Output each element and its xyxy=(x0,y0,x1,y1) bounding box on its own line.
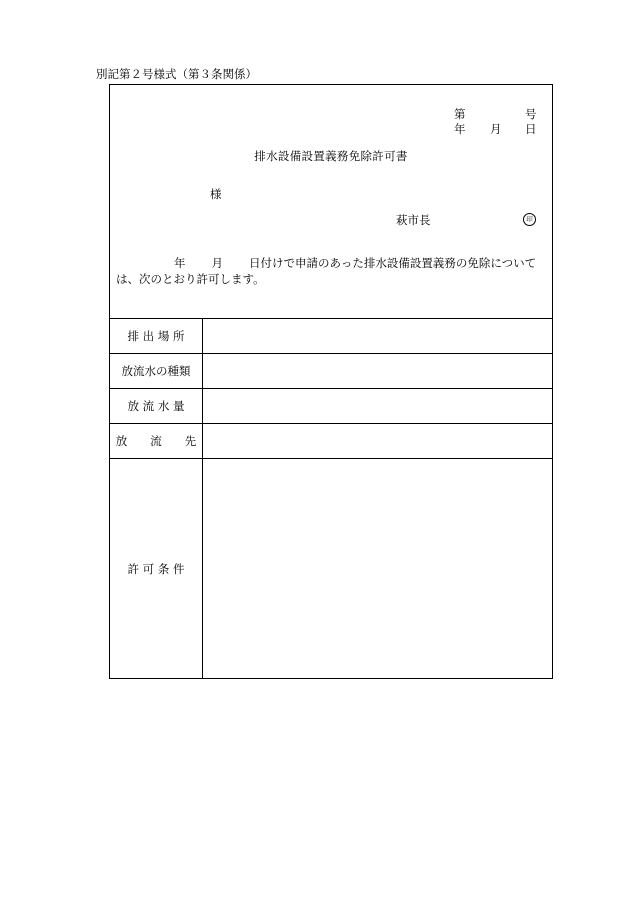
discharge-destination-label: 放 流 先 xyxy=(110,424,203,458)
discharge-location-label: 排 出 場 所 xyxy=(110,319,203,353)
discharge-water-type-label: 放流水の種類 xyxy=(110,354,203,388)
statement-year-label: 年 xyxy=(174,256,186,270)
row-discharge-water-type xyxy=(110,354,552,389)
number-suffix: 号 xyxy=(525,107,537,121)
discharge-location-field[interactable] xyxy=(203,319,552,353)
row-discharge-destination xyxy=(110,424,552,459)
permit-conditions-field[interactable] xyxy=(203,459,552,678)
form-caption: 別記第２号様式（第３条関係） xyxy=(96,67,257,81)
permit-statement xyxy=(116,255,548,287)
date-day-label: 日 xyxy=(525,122,537,136)
permit-header-section xyxy=(110,85,552,319)
issuer-name: 萩市長 xyxy=(396,213,431,227)
number-label: 第 xyxy=(454,107,466,121)
permit-conditions-label: 許 可 条 件 xyxy=(110,459,203,678)
row-discharge-location xyxy=(110,319,552,354)
statement-text: 日付けで申請のあった排水設備設置義務の免除については、次のとおり許可します。 xyxy=(116,256,537,286)
seal-icon: 印 xyxy=(523,213,536,226)
addressee-suffix: 様 xyxy=(210,187,222,201)
discharge-water-type-field[interactable] xyxy=(203,354,552,388)
date-month-label: 月 xyxy=(490,122,502,136)
discharge-volume-field[interactable] xyxy=(203,389,552,423)
permit-form xyxy=(109,84,553,679)
statement-month-label: 月 xyxy=(211,256,223,270)
row-discharge-volume xyxy=(110,389,552,424)
document-title: 排水設備設置義務免除許可書 xyxy=(254,149,408,163)
date-year-label: 年 xyxy=(454,122,466,136)
row-permit-conditions xyxy=(110,459,552,678)
discharge-volume-label: 放 流 水 量 xyxy=(110,389,203,423)
discharge-destination-field[interactable] xyxy=(203,424,552,458)
